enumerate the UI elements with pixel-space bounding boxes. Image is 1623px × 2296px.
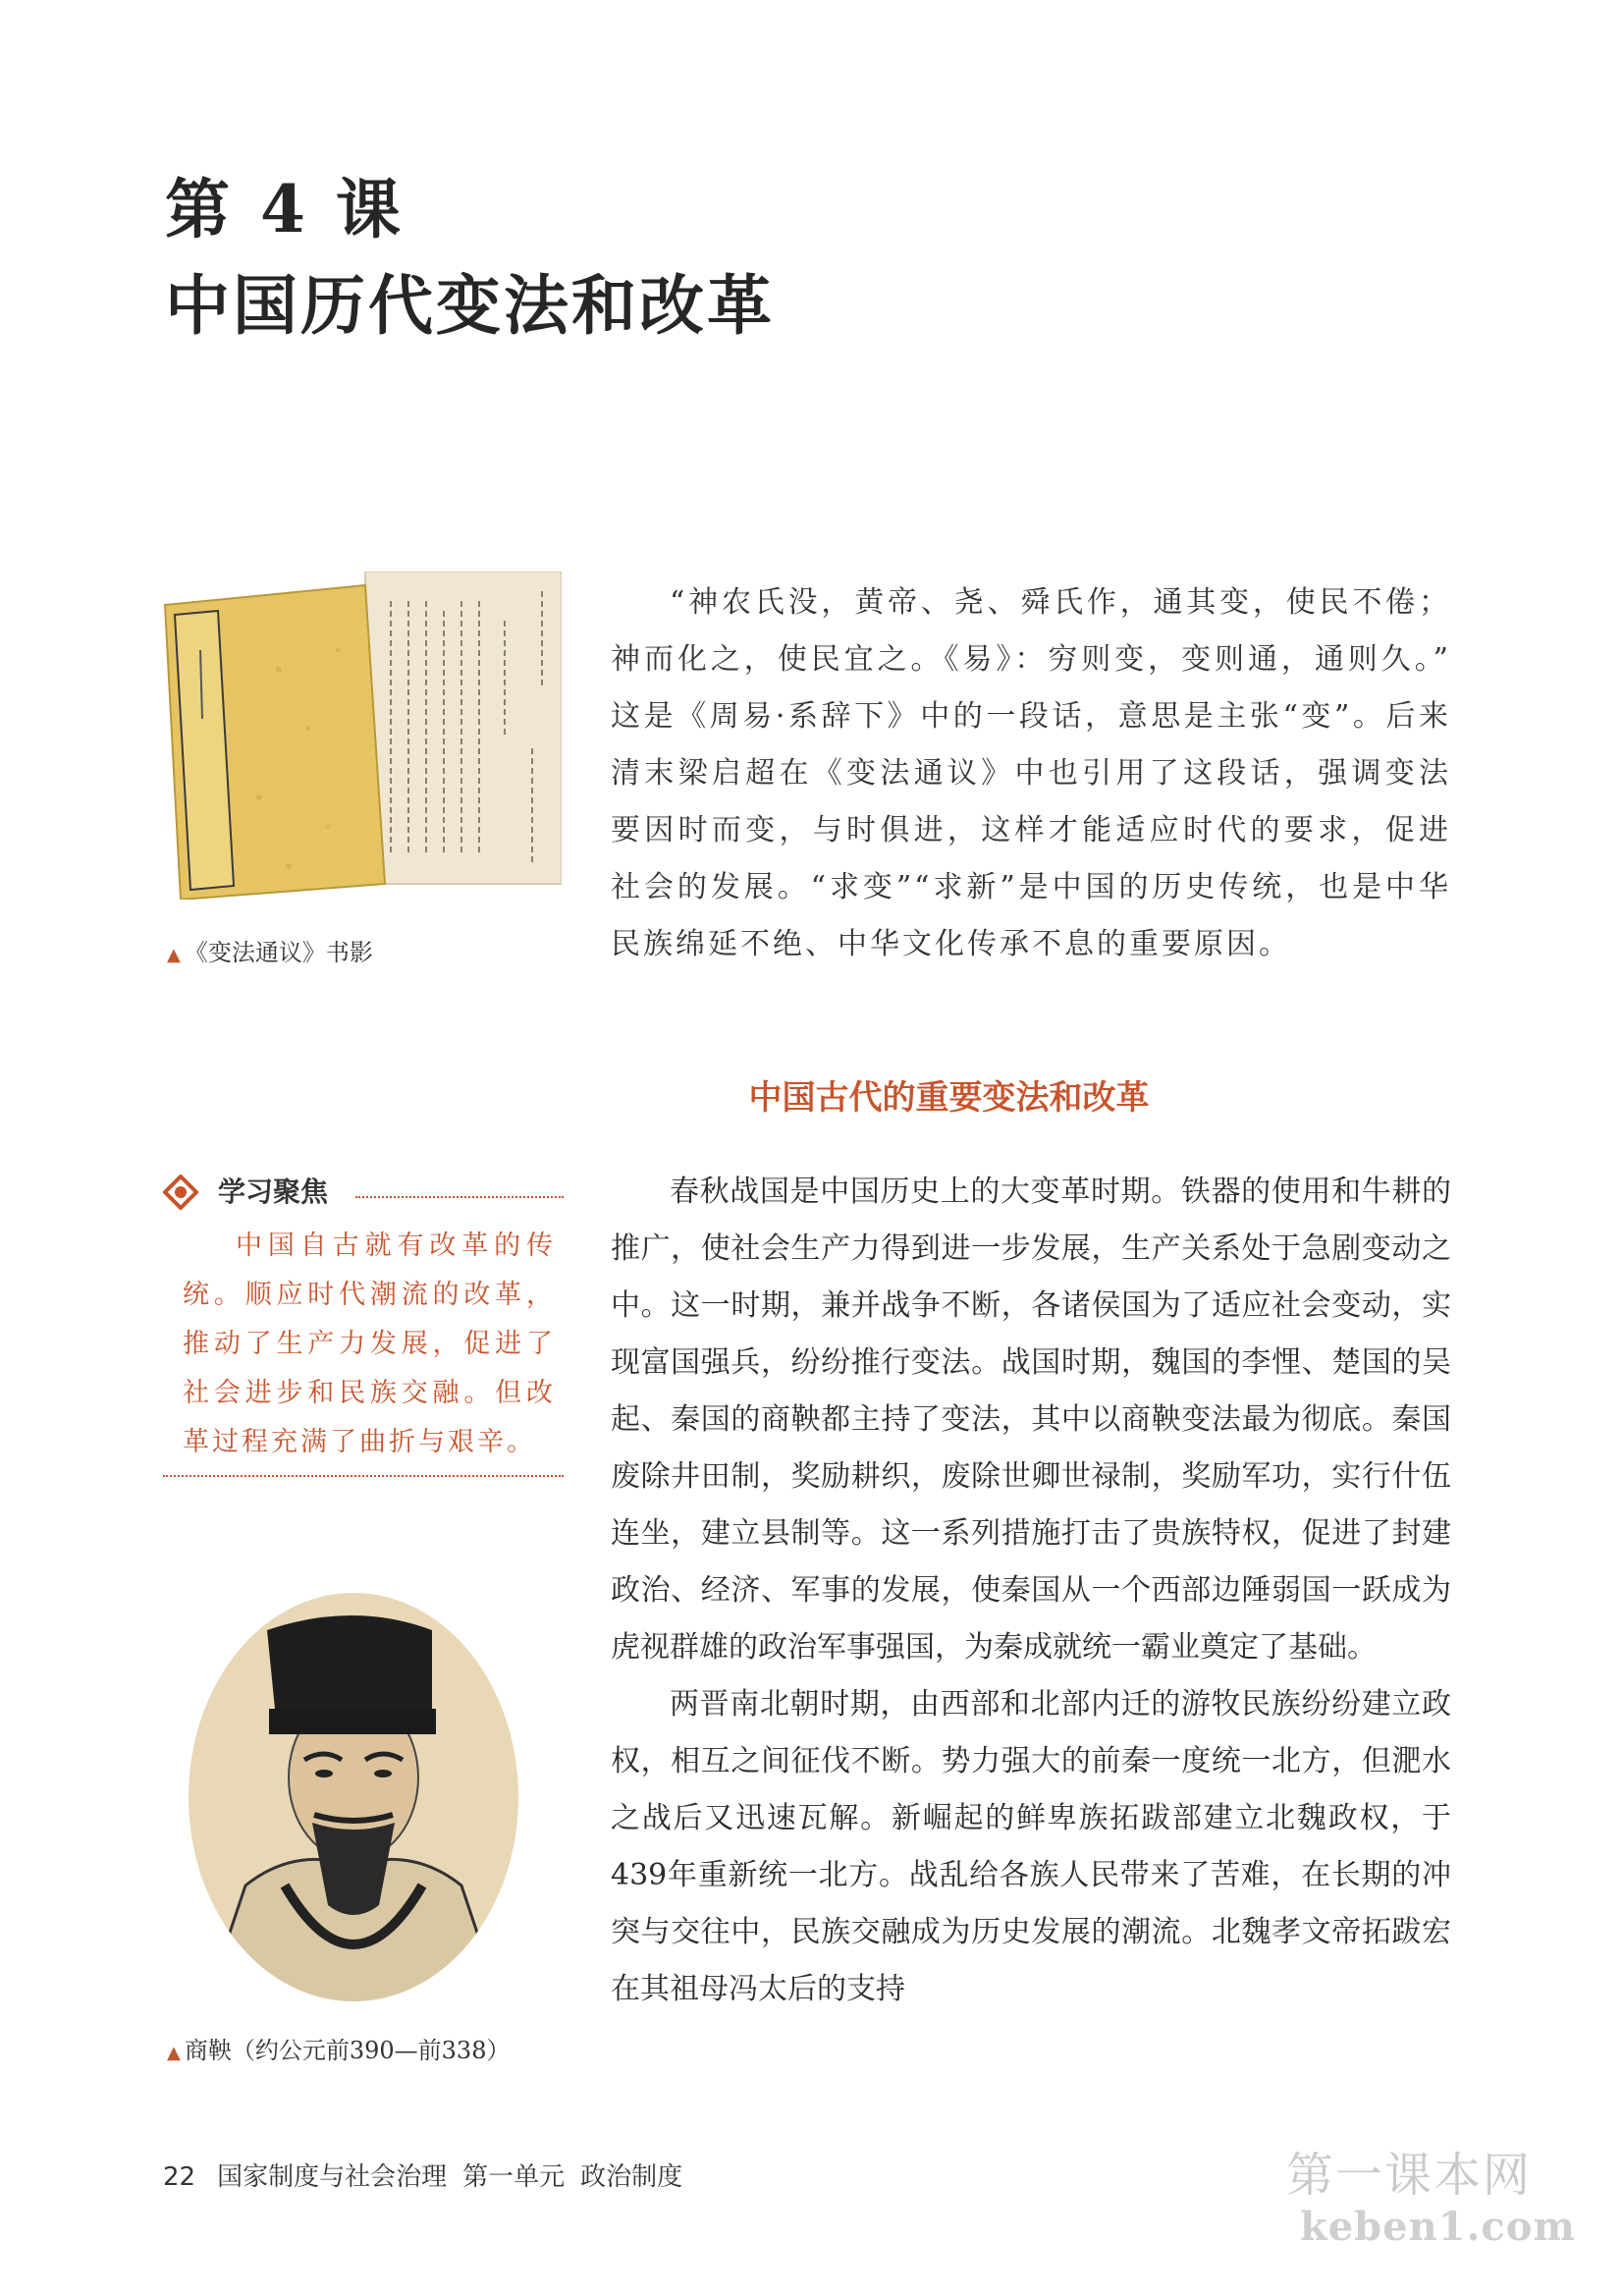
- footer-book-title: 国家制度与社会治理: [217, 2162, 448, 2192]
- lesson-number: 第 4 课: [165, 171, 405, 247]
- intro-paragraph: “神农氏没，黄帝、尧、舜氏作，通其变，使民不倦；神而化之，使民宜之。《易》：穷则变，变则通，通则久。” 这是《周易·系辞下》中的一段话，意思是主张“变”。后来清末梁启超在《变法通议》中也引用了这段话，强调变法要因时而变，与时俱进，这样才能适应时代的要求，促进社会的发展。“求变”“求新”是中国的历史传统，也是中华民族绵延不绝、中华文化传承不息的重要原因。: [611, 585, 1451, 961]
- shang-yang-portrait: [187, 1591, 520, 2003]
- focus-divider-top: [355, 1196, 564, 1198]
- book-caption-text: 《变法通议》书影: [184, 939, 373, 966]
- lesson-title: 中国历代变法和改革: [165, 267, 775, 344]
- section-heading: 中国古代的重要变法和改革: [748, 1078, 1150, 1118]
- focus-target-icon: [163, 1175, 198, 1210]
- footer-unit: 第一单元: [462, 2162, 566, 2192]
- book-cover: [165, 585, 385, 900]
- focus-divider-bottom: [163, 1475, 564, 1477]
- caption-triangle-icon: ▲: [167, 945, 181, 965]
- footer-topic: 政治制度: [580, 2162, 683, 2192]
- watermark-text: 第一课本网: [1286, 2148, 1533, 2203]
- book-cover-image: [161, 572, 562, 900]
- page-footer: [163, 2157, 682, 2193]
- focus-label: 学习聚焦: [218, 1175, 329, 1208]
- body-paragraph-2: 两晋南北朝时期，由西部和北部内迁的游牧民族纷纷建立政权，相互之间征伐不断。势力强大的前秦一度统一北方，但淝水之战后又迅速瓦解。新崛起的鲜卑族拓跋部建立北魏政权，于439年重新统一北方。战乱给各族人民带来了苦难，在长期的冲突与交往中，民族交融成为历史发展的潮流。北魏孝文帝拓跋宏在其祖母冯太后的支持: [611, 1687, 1451, 2006]
- watermark-url: keben1.com: [1300, 2204, 1576, 2250]
- body-paragraph-1: 春秋战国是中国历史上的大变革时期。铁器的使用和牛耕的推广，使社会生产力得到进一步发展，生产关系处于急剧变动之中。这一时期，兼并战争不断，各诸侯国为了适应社会变动，实现富国强兵，纷纷推行变法。战国时期，魏国的李悝、楚国的吴起、秦国的商鞅都主持了变法，其中以商鞅变法最为彻底。秦国废除井田制，奖励耕织，废除世卿世禄制，奖励军功，实行什伍连坐，建立县制等。这一系列措施打击了贵族特权，促进了封建政治、经济、军事的发展，使秦国从一个西部边陲弱国一跃成为虎视群雄的政治军事强国，为秦成就统一霸业奠定了基础。: [611, 1175, 1451, 1665]
- book-open-page: [365, 572, 562, 884]
- page-number: 22: [163, 2162, 196, 2192]
- portrait-caption-text: 商鞅（约公元前390—前338）: [184, 2037, 511, 2064]
- portrait-caption: [167, 2031, 510, 2065]
- learning-focus-box: [163, 1169, 564, 1479]
- focus-text: 中国自古就有改革的传统。顺应时代潮流的改革，推动了生产力发展，促进了社会进步和民族交融。但改革过程充满了曲折与艰辛。: [183, 1230, 556, 1457]
- body-text: [611, 1164, 1451, 2018]
- book-caption: [167, 933, 373, 967]
- caption-triangle-icon: ▲: [167, 2043, 181, 2063]
